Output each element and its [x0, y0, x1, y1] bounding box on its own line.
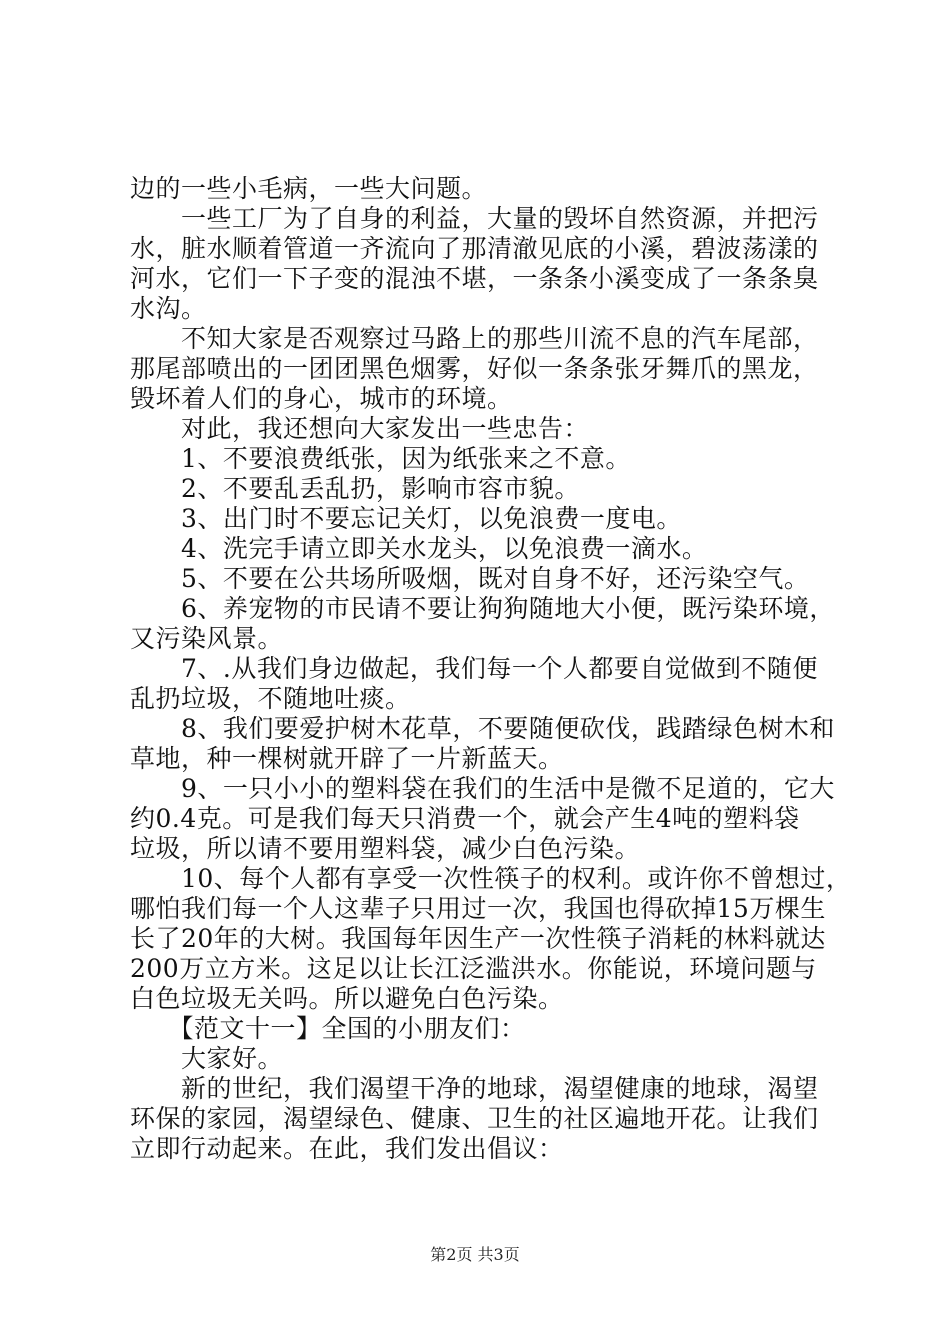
text-line: 一些工厂为了自身的利益，大量的毁坏自然资源，并把污	[130, 204, 819, 233]
text-line: 对此，我还想向大家发出一些忠告：	[130, 414, 590, 443]
text-line: 6、养宠物的市民请不要让狗狗随地大小便，既污染环境，	[130, 594, 835, 623]
text-line: 环保的家园，渴望绿色、健康、卫生的社区遍地开花。让我们	[130, 1104, 819, 1133]
text-line: 9、一只小小的塑料袋在我们的生活中是微不足道的，它大	[130, 774, 835, 803]
text-line: 新的世纪，我们渴望干净的地球，渴望健康的地球，渴望	[130, 1074, 819, 1103]
page-footer: 第2页 共3页	[430, 1245, 520, 1264]
text-line: 水沟。	[130, 294, 207, 323]
text-line: 7、.从我们身边做起，我们每一个人都要自觉做到不随便	[130, 654, 818, 683]
text-line: 草地，种一棵树就开辟了一片新蓝天。	[130, 744, 564, 773]
text-line: 那尾部喷出的一团团黑色烟雾，好似一条条张牙舞爪的黑龙，	[130, 354, 819, 383]
text-line: 边的一些小毛病，一些大问题。	[130, 174, 488, 203]
text-line: 【范文十一】全国的小朋友们：	[130, 1014, 526, 1043]
text-line: 水，脏水顺着管道一齐流向了那清澈见底的小溪，碧波荡漾的	[130, 234, 819, 263]
text-line: 8、我们要爱护树木花草，不要随便砍伐，践踏绿色树木和	[130, 714, 835, 743]
text-line: 200万立方米。这足以让长江泛滥洪水。你能说，环境问题与	[130, 954, 817, 983]
text-line: 哪怕我们每一个人这辈子只用过一次，我国也得砍掉15万棵生	[130, 894, 826, 923]
text-line: 不知大家是否观察过马路上的那些川流不息的汽车尾部，	[130, 324, 819, 353]
text-line: 10、每个人都有享受一次性筷子的权利。或许你不曾想过，	[130, 864, 852, 893]
text-line: 3、出门时不要忘记关灯，以免浪费一度电。	[130, 504, 682, 533]
text-line: 4、洗完手请立即关水龙头，以免浪费一滴水。	[130, 534, 708, 563]
text-line: 垃圾，所以请不要用塑料袋，减少白色污染。	[130, 834, 641, 863]
text-line: 5、不要在公共场所吸烟，既对自身不好，还污染空气。	[130, 564, 810, 593]
text-line: 长了20年的大树。我国每年因生产一次性筷子消耗的林料就达	[130, 924, 826, 953]
text-line: 1、不要浪费纸张，因为纸张来之不意。	[130, 444, 631, 473]
text-line: 立即行动起来。在此，我们发出倡议：	[130, 1134, 564, 1163]
text-line: 2、不要乱丢乱扔，影响市容市貌。	[130, 474, 580, 503]
body-text	[130, 174, 852, 1164]
text-line: 乱扔垃圾，不随地吐痰。	[130, 684, 411, 713]
text-line: 又污染风景。	[130, 624, 284, 653]
text-line: 毁坏着人们的身心，城市的环境。	[130, 384, 513, 413]
text-line: 白色垃圾无关吗。所以避免白色污染。	[130, 984, 564, 1013]
text-line: 约0.4克。可是我们每天只消费一个，就会产生4吨的塑料袋	[130, 804, 800, 833]
text-line: 河水，它们一下子变的混浊不堪，一条条小溪变成了一条条臭	[130, 264, 819, 293]
text-line: 大家好。	[130, 1044, 284, 1073]
